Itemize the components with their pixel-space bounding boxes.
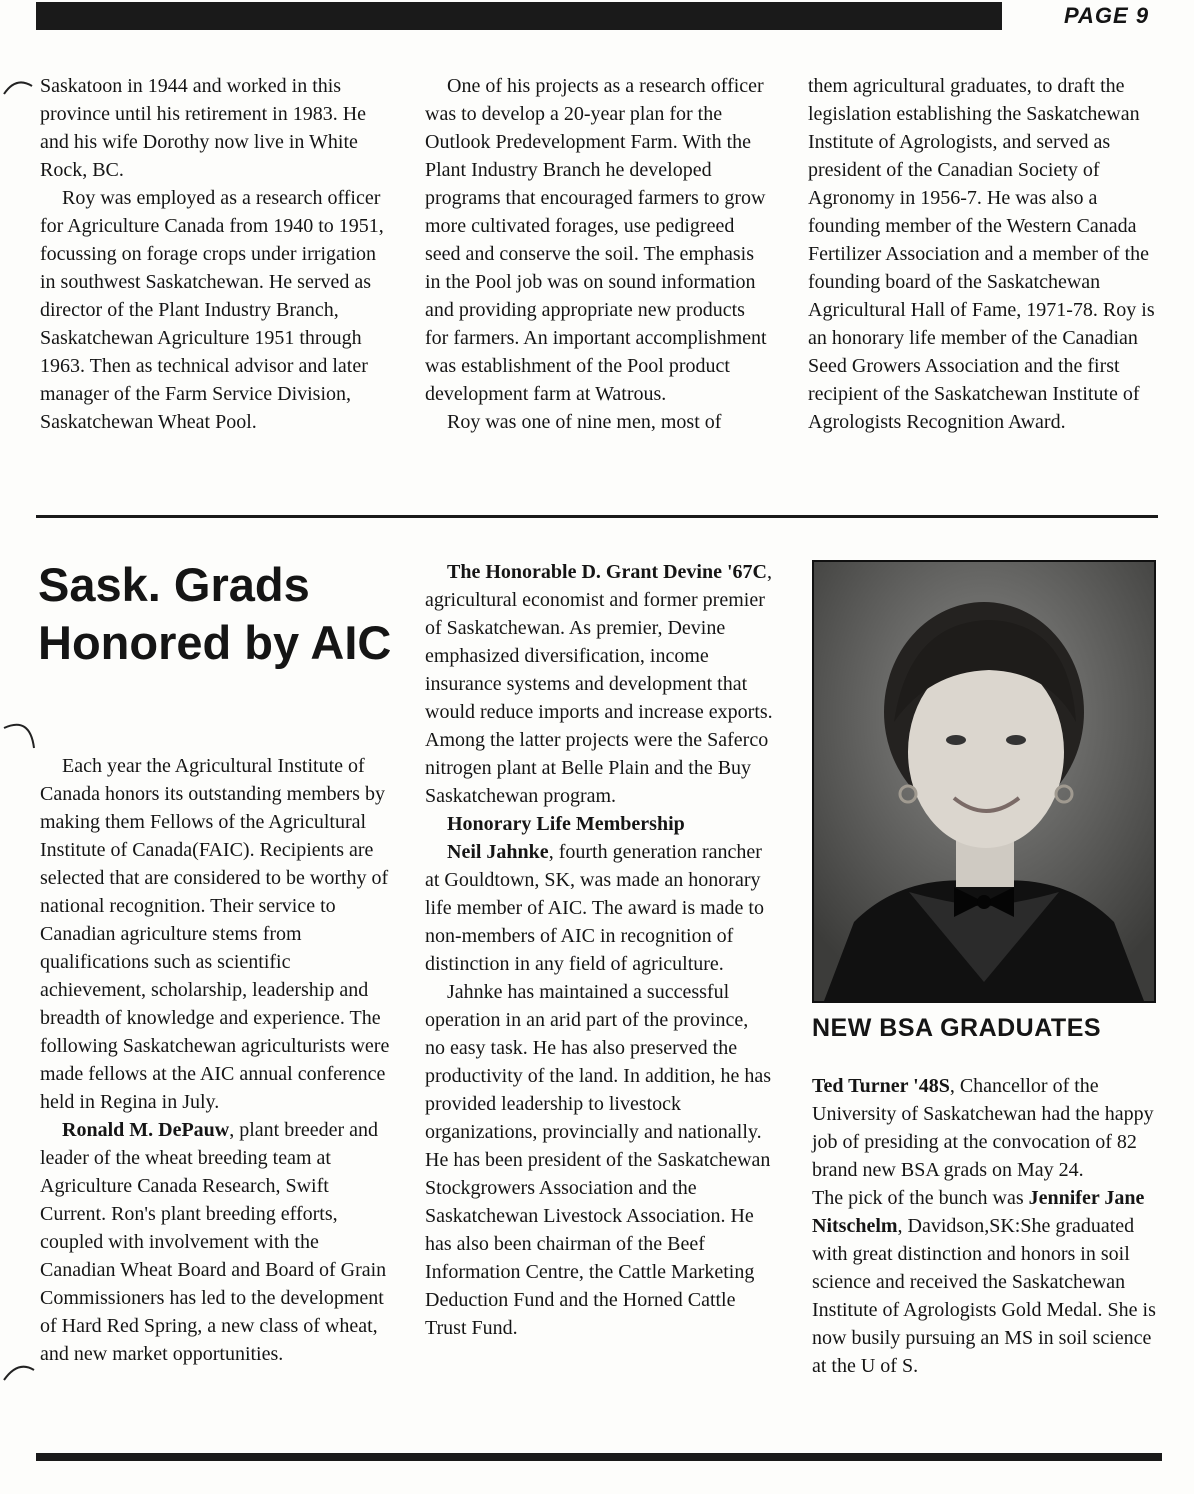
article-column-1 <box>40 752 390 1368</box>
article-column-2 <box>425 558 773 1342</box>
paragraph: Jahnke has maintained a successful operation in an arid part of the province, no easy task. He has also preserved the productivity of the land. In addition, he has provided leadership to livestock organizations, provincially and nationally. He has been president of the Saskatchewan Stockgrowers Association and the Saskatchewan Livestock Association. He has also been chairman of the Beef Information Centre, the Cattle Marketing Deduction Fund and the Horned Cattle Trust Fund. <box>425 981 772 1339</box>
paragraph: The pick of the bunch was Jennifer Jane Nitschelm, Davidson,SK:She graduated with great distinction and honors in soil science and received the Saskatchewan Institute of Agrologists Gold Medal. She is now busily pursuing an MS in soil science at the U of S. <box>812 1187 1156 1377</box>
sidebar-column <box>812 1072 1164 1380</box>
paragraph: Neil Jahnke, fourth generation rancher at Gouldtown, SK, was made an honorary life member of AIC. The award is made to non-members of AIC in recognition of distinction in any field of agriculture. <box>425 841 764 975</box>
continuation-column-1 <box>40 72 388 436</box>
graduate-portrait-photo <box>812 560 1156 1003</box>
article-headline: Sask. Grads Honored by AIC <box>38 558 392 669</box>
paragraph: Ronald M. DePauw, plant breeder and leader of the wheat breeding team at Agriculture Canada Research, Swift Current. Ron's plant breeding efforts, coupled with involvement with the Canadian Wheat Board and Board of Grain Commissioners has led to the development of Hard Red Spring, a new class of wheat, and new market opportunities. <box>40 1119 387 1365</box>
continuation-column-2 <box>425 72 773 436</box>
paragraph: Each year the Agricultural Institute of Canada honors its outstanding members by making them Fellows of the Agricultural Institute of Canada(FAIC). Recipients are selected that are considered to be worthy of national recognition. Their service to Canadian agriculture stems from qualifications such as scientific achievement, scholarship, leadership and breadth of knowledge and experience. The following Saskatchewan agriculturists were made fellows at the AIC annual conference held in Regina in July. <box>40 755 390 1113</box>
chancellor-name: Ted Turner '48S <box>812 1075 950 1097</box>
punch-hole-bottom <box>0 1358 40 1398</box>
section-divider <box>36 515 1158 518</box>
fellow-name: Ronald M. DePauw <box>62 1119 230 1141</box>
paragraph: The Honorable D. Grant Devine '67C, agricultural economist and former premier of Saskatchewan. As premier, Devine emphasized diversification, income insurance systems and development that would reduce imports and increase exports. Among the latter projects were the Saferco nitrogen plant at Belle Plain and the Buy Saskatchewan program. <box>425 561 773 807</box>
photo-caption: NEW BSA GRADUATES <box>812 1014 1102 1042</box>
fellow-name: The Honorable D. Grant Devine '67C <box>447 561 767 583</box>
paragraph: Saskatoon in 1944 and worked in this province until his retirement in 1983. He and his wife Dorothy now live in White Rock, BC. <box>40 75 367 181</box>
paragraph: them agricultural graduates, to draft the legislation establishing the Saskatchewan Institute of Agrologists, and served as president of the Canadian Society of Agronomy in 1956-7. He was also a founding member of the Western Canada Fertilizer Association and a member of the founding board of the Saskatchewan Agricultural Hall of Fame, 1971-78. Roy is an honorary life member of the Canadian Seed Growers Association and the first recipient of the Saskatchewan Institute of Agrologists Recognition Award. <box>808 75 1155 433</box>
paragraph: Roy was employed as a research officer for Agriculture Canada from 1940 to 1951, focussing on forage crops under irrigation in southwest Saskatchewan. He served as director of the Plant Industry Branch, Saskatchewan Agriculture 1951 through 1963. Then as technical advisor and later manager of the Farm Service Division, Saskatchewan Wheat Pool. <box>40 187 384 433</box>
continuation-column-3 <box>808 72 1160 436</box>
paragraph: One of his projects as a research officer was to develop a 20-year plan for the Outlook Predevelopment Farm. With the Plant Industry Branch he developed programs that encouraged farmers to grow more cultivated forages, use pedigreed seed and conserve the soil. The emphasis in the Pool job was on sound information and providing appropriate new products for farmers. An important accomplishment was establishment of the Pool product development farm at Watrous. <box>425 75 767 405</box>
portrait-illustration <box>814 562 1154 1001</box>
footer-bar <box>36 1453 1162 1461</box>
paragraph: Roy was one of nine men, most of <box>447 411 722 433</box>
honoree-name: Neil Jahnke <box>447 841 549 863</box>
graduate-name: Jennifer Jane Nitschelm <box>812 1187 1145 1237</box>
punch-hole-top <box>0 72 34 112</box>
subheading: Honorary Life Membership <box>447 813 685 835</box>
paragraph: Ted Turner '48S, Chancellor of the University of Saskatchewan had the happy job of presiding at the convocation of 82 brand new BSA grads on May 24. <box>812 1075 1154 1181</box>
page-number: PAGE 9 <box>1064 3 1150 28</box>
header-bar <box>36 2 1002 30</box>
punch-hole-middle <box>0 718 40 762</box>
